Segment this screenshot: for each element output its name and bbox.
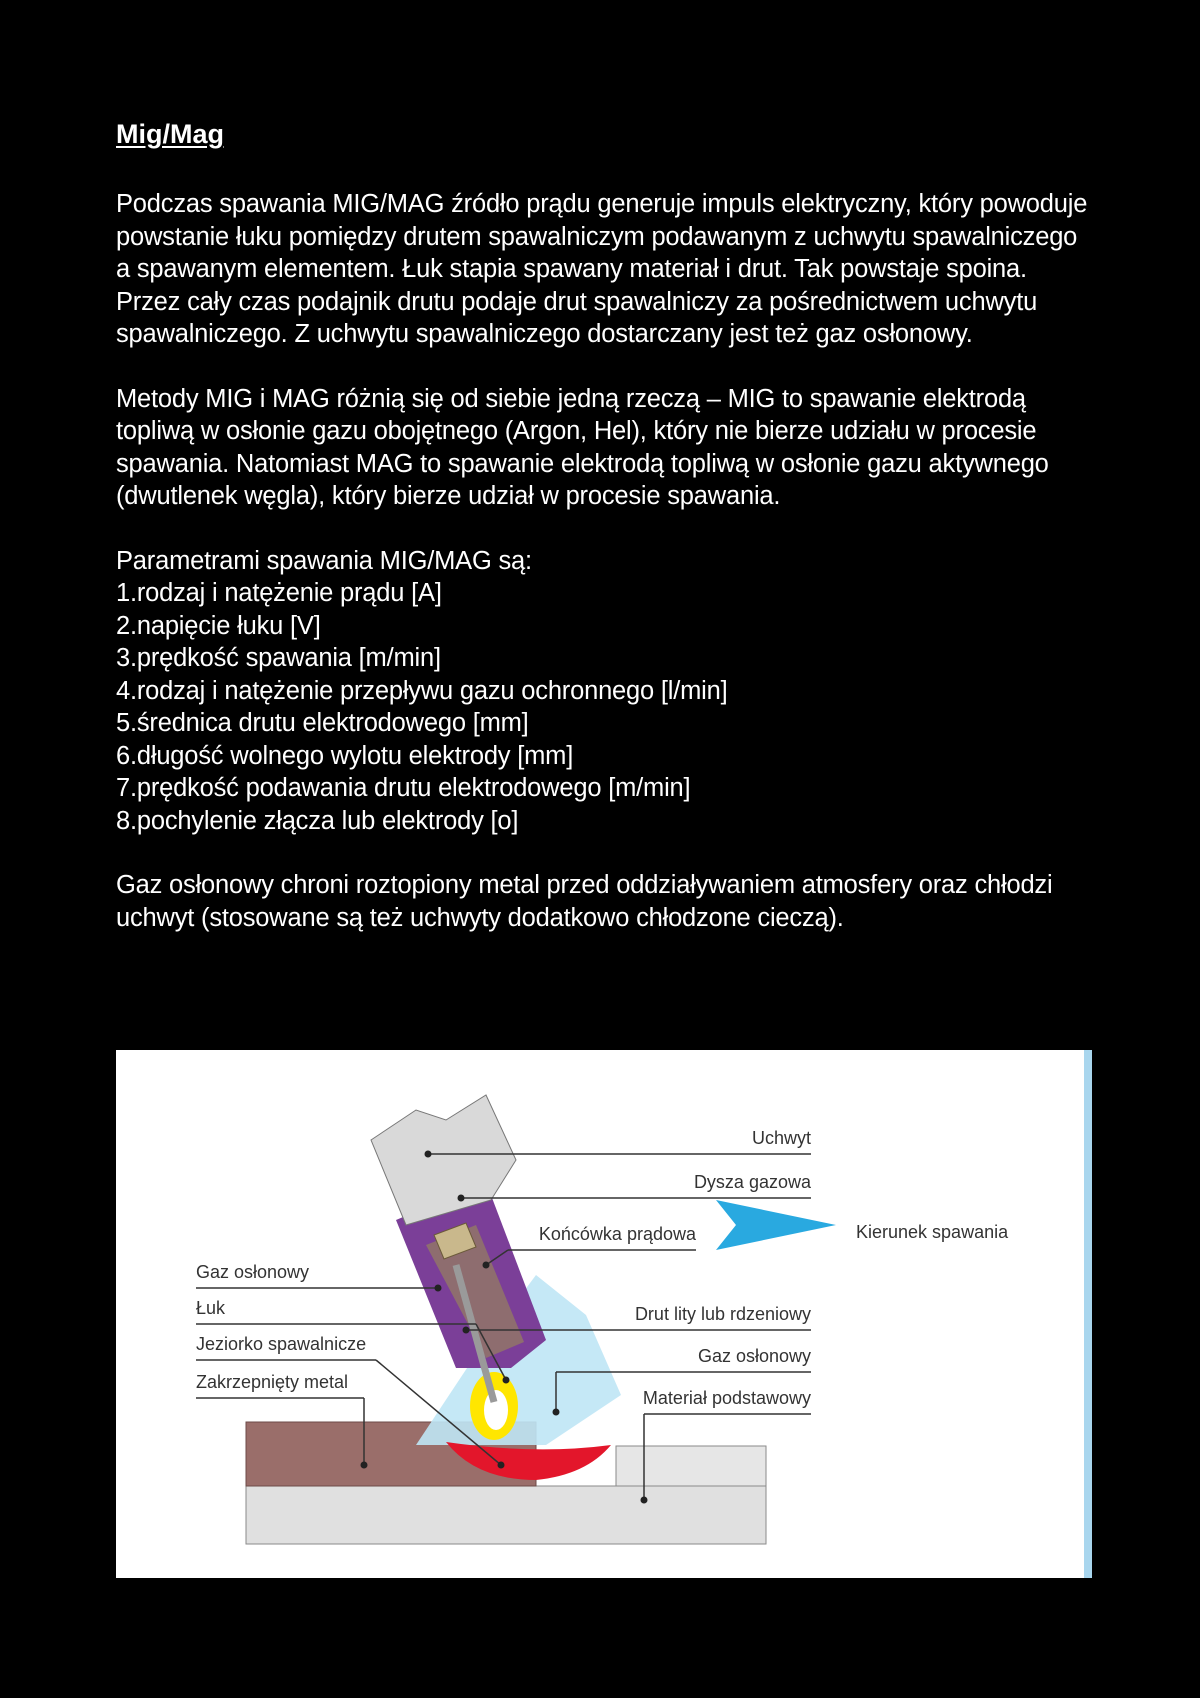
mig-mag-difference-paragraph: Metody MIG i MAG różnią się od siebie jedną rzeczą – MIG to spawanie elektrodą topliwą w osłonie gazu obojętnego (Argon, Hel), który nie bierze udziału w procesie spawania. Natomiast MAG to spawanie elektrodą topliwą w osłonie gazu aktywnego (dwutlenek węgla), który bierze udział w procesie spawania. [116, 384, 1049, 511]
list-item: 6.długość wolnego wylotu elektrody [mm] [116, 741, 574, 770]
label-gaz-oslonowy-right: Gaz osłonowy [697, 1346, 811, 1366]
direction-arrow [716, 1200, 836, 1250]
page-title: Mig/Mag [116, 119, 224, 149]
welding-diagram-svg [116, 1050, 1084, 1578]
label-drut: Drut lity lub rdzeniowy [634, 1304, 811, 1324]
arc-core [484, 1390, 508, 1430]
list-item: 2.napięcie łuku [V] [116, 611, 321, 640]
list-item: 3.prędkość spawania [m/min] [116, 644, 441, 673]
list-item: 4.rodzaj i natężenie przepływu gazu ochronnego [l/min] [116, 676, 728, 705]
label-zakrzepniety-metal: Zakrzepnięty metal [196, 1372, 349, 1392]
list-item: 5.średnica drutu elektrodowego [mm] [116, 709, 529, 738]
label-koncowka-pradowa: Końcówka prądowa [538, 1224, 696, 1244]
parameters-intro: Parametrami spawania MIG/MAG są: [116, 546, 532, 575]
parameters-list [116, 545, 1096, 838]
base-material [246, 1486, 766, 1544]
label-dysza-gazowa: Dysza gazowa [693, 1172, 811, 1192]
label-kierunek-spawania: Kierunek spawania [856, 1222, 1009, 1242]
document-page [116, 118, 1096, 966]
label-jeziorko-spawalnicze: Jeziorko spawalnicze [196, 1334, 367, 1354]
label-uchwyt: Uchwyt [751, 1128, 811, 1148]
welding-diagram [116, 1050, 1092, 1578]
label-luk: Łuk [196, 1298, 226, 1318]
intro-paragraph: Podczas spawania MIG/MAG źródło prądu generuje impuls elektryczny, który powoduje powstanie łuku pomiędzy drutem spawalniczym podawanym z uchwytu spawalniczego a spawanym elementem. Łuk stapia spawany materiał i drut. Tak powstaje spoina. Przez cały czas podajnik drutu podaje drut spawalniczy za pośrednictwem uchwytu spawalniczego. Z uchwytu spawalniczego dostarczany jest też gaz osłonowy. [116, 190, 1088, 349]
label-gaz-oslonowy-left: Gaz osłonowy [196, 1262, 310, 1282]
label-material-podstawowy: Materiał podstawowy [642, 1388, 811, 1408]
closing-paragraph: Gaz osłonowy chroni roztopiony metal przed oddziaływaniem atmosfery oraz chłodzi uchwyt (stosowane są też uchwyty dodatkowo chłodzone cieczą). [116, 871, 1053, 932]
list-item: 1.rodzaj i natężenie prądu [A] [116, 579, 442, 608]
list-item: 8.pochylenie złącza lub elektrody [o] [116, 806, 519, 835]
base-plate-right [616, 1446, 766, 1486]
list-item: 7.prędkość podawania drutu elektrodowego [m/min] [116, 774, 691, 803]
